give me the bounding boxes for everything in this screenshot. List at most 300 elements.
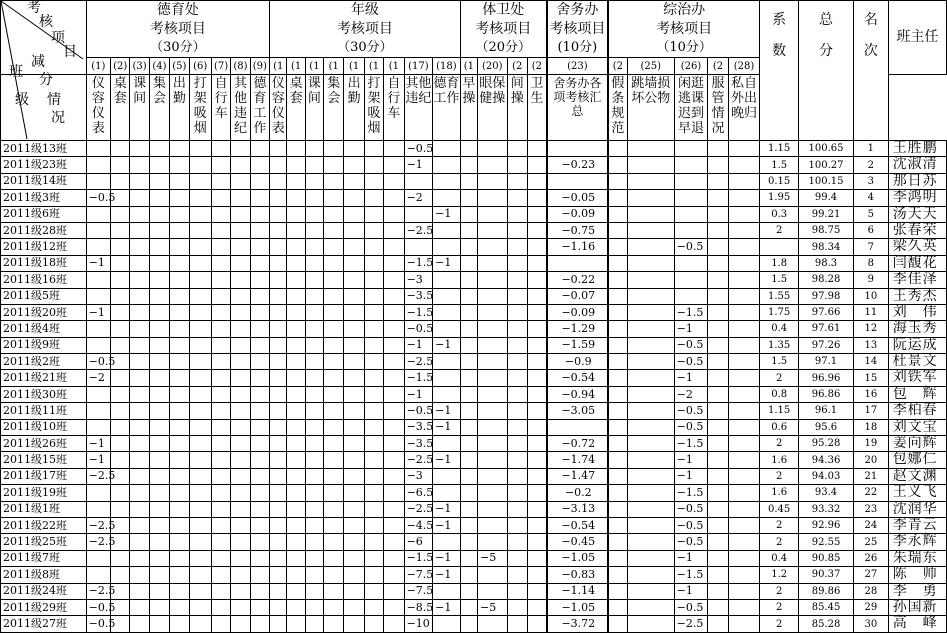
deduction-cell [477,255,507,271]
deduction-cell: −1 [674,550,708,566]
deduction-cell [170,567,189,583]
deduction-cell: −1.74 [547,452,608,468]
deduction-cell [231,288,250,304]
deduction-cell: −1.47 [547,468,608,484]
deduction-cell [130,550,149,566]
deduction-cell [460,206,477,222]
class-name-cell: 2011级4班 [1,321,87,337]
deduction-cell [460,419,477,435]
deduction-cell [211,190,230,206]
deduction-cell [728,321,760,337]
rank-cell: 26 [854,550,889,566]
deduction-cell: −0.94 [547,386,608,402]
deduction-cell [507,436,527,452]
deduction-cell [149,321,169,337]
deduction-cell [364,534,383,550]
deduction-cell [250,501,269,517]
deduction-cell [627,599,674,615]
deduction-cell [270,550,287,566]
corner-label: 分 [39,72,53,88]
deduction-cell [170,337,189,353]
deduction-cell [384,419,404,435]
total-cell: 93.32 [799,501,854,517]
deduction-cell [344,534,364,550]
deduction-cell [708,190,728,206]
deduction-cell [728,239,760,255]
group-dept: 体卫处 [460,1,547,21]
deduction-cell [728,419,760,435]
deduction-cell [507,403,527,419]
table-row [1,206,947,222]
table-row [1,141,947,157]
deduction-cell [384,272,404,288]
deduction-cell: −0.5 [674,337,708,353]
deduction-cell [130,370,149,386]
deduction-cell [287,583,305,599]
deduction-cell: −3.5 [404,436,433,452]
deduction-cell: −0.09 [547,304,608,320]
deduction-cell [149,501,169,517]
deduction-cell [231,141,250,157]
deduction-cell [270,419,287,435]
deduction-cell [231,419,250,435]
deduction-cell [305,534,323,550]
item-name: 打架吸烟 [189,75,211,141]
deduction-cell [627,550,674,566]
coef-cell: 0.8 [760,386,799,402]
item-name: 私自外出晚归 [728,75,760,141]
deduction-cell [527,419,546,435]
deduction-cell [250,386,269,402]
deduction-cell [130,321,149,337]
deduction-cell [527,583,546,599]
deduction-cell: −1.05 [547,550,608,566]
total-header: 总 [799,1,854,40]
deduction-cell [608,583,627,599]
deduction-cell [460,501,477,517]
deduction-cell [111,452,130,468]
deduction-cell [170,583,189,599]
deduction-cell [608,517,627,533]
deduction-cell: −2 [86,370,110,386]
corner-label: 级 [15,92,29,108]
deduction-cell: −1 [86,304,110,320]
deduction-cell [527,436,546,452]
deduction-cell [305,517,323,533]
deduction-cell [305,468,323,484]
deduction-cell [111,436,130,452]
deduction-cell [287,452,305,468]
total-cell: 97.1 [799,354,854,370]
deduction-cell [460,616,477,632]
deduction-cell [86,321,110,337]
item-number: (20) [477,58,507,75]
deduction-cell [86,239,110,255]
deduction-cell: −1 [433,517,461,533]
deduction-cell [460,468,477,484]
item-name: 课间 [305,75,323,141]
rank-cell: 7 [854,239,889,255]
deduction-cell [433,288,461,304]
deduction-cell: −1.14 [547,583,608,599]
teacher-cell: 李鸿明 [888,190,946,206]
class-name-cell: 2011级17班 [1,468,87,484]
deduction-cell: −1.5 [404,255,433,271]
deduction-cell [287,337,305,353]
deduction-cell [674,222,708,238]
deduction-cell: −0.5 [674,599,708,615]
deduction-cell [270,599,287,615]
deduction-cell [231,304,250,320]
deduction-cell [477,386,507,402]
deduction-cell: −1 [433,255,461,271]
deduction-cell [364,206,383,222]
deduction-cell [250,222,269,238]
deduction-cell [364,222,383,238]
deduction-cell [170,403,189,419]
deduction-cell [305,386,323,402]
deduction-cell [324,141,344,157]
deduction-cell: −1 [433,403,461,419]
item-number: (26) [674,58,708,75]
deduction-cell [149,452,169,468]
deduction-cell [270,386,287,402]
deduction-cell [364,403,383,419]
deduction-cell [111,304,130,320]
deduction-cell [627,567,674,583]
deduction-cell [674,141,708,157]
deduction-cell [477,468,507,484]
class-name-cell: 2011级2班 [1,354,87,370]
deduction-cell [250,272,269,288]
deduction-cell [189,468,211,484]
deduction-cell [608,501,627,517]
deduction-cell [305,370,323,386]
deduction-cell [608,157,627,173]
deduction-cell [149,468,169,484]
deduction-cell [728,517,760,533]
class-name-cell: 2011级24班 [1,583,87,599]
deduction-cell: −1 [674,370,708,386]
deduction-cell [627,386,674,402]
deduction-cell [149,599,169,615]
deduction-cell [111,337,130,353]
rank-header-2: 次 [854,40,889,141]
item-name: 德育工作 [250,75,269,141]
deduction-cell [477,567,507,583]
deduction-cell [507,485,527,501]
deduction-cell [384,436,404,452]
deduction-cell [627,485,674,501]
deduction-cell [211,599,230,615]
item-number: (6) [189,58,211,75]
rank-cell: 16 [854,386,889,402]
table-row [1,436,947,452]
deduction-cell [527,255,546,271]
deduction-cell [231,173,250,189]
deduction-cell: −3.5 [404,288,433,304]
deduction-cell [384,173,404,189]
item-number: (1 [460,58,477,75]
deduction-cell [728,206,760,222]
deduction-cell [608,239,627,255]
deduction-cell [231,354,250,370]
deduction-cell [211,304,230,320]
coef-cell: 1.5 [760,157,799,173]
rank-cell: 6 [854,222,889,238]
item-name: 舍务办各项考核汇总 [547,75,608,141]
deduction-cell [305,141,323,157]
deduction-cell [708,321,728,337]
deduction-cell [149,206,169,222]
deduction-cell [507,616,527,632]
deduction-cell [189,222,211,238]
deduction-cell [130,452,149,468]
deduction-cell [305,452,323,468]
deduction-cell [130,485,149,501]
deduction-cell: −1 [433,599,461,615]
deduction-cell [270,517,287,533]
deduction-cell [728,141,760,157]
deduction-cell [627,616,674,632]
deduction-cell [211,517,230,533]
deduction-cell [708,157,728,173]
table-row [1,222,947,238]
total-cell: 96.1 [799,403,854,419]
deduction-cell [287,599,305,615]
deduction-cell [728,567,760,583]
rank-cell: 5 [854,206,889,222]
deduction-cell [305,173,323,189]
deduction-cell [627,255,674,271]
deduction-cell: −1.5 [674,485,708,501]
deduction-cell: −5 [477,599,507,615]
coef-cell: 1.75 [760,304,799,320]
deduction-cell [477,485,507,501]
deduction-cell [189,272,211,288]
item-number: (7) [211,58,230,75]
deduction-cell [86,288,110,304]
deduction-cell [287,239,305,255]
deduction-cell: −0.5 [674,354,708,370]
deduction-cell [728,255,760,271]
deduction-cell [287,567,305,583]
deduction-cell [477,419,507,435]
deduction-cell [708,173,728,189]
deduction-cell: −1 [433,550,461,566]
deduction-cell [708,386,728,402]
deduction-cell [324,222,344,238]
class-name-cell: 2011级12班 [1,239,87,255]
deduction-cell [384,255,404,271]
deduction-cell [211,272,230,288]
deduction-cell [270,321,287,337]
deduction-cell: −3 [404,468,433,484]
deduction-cell [170,468,189,484]
deduction-cell [189,304,211,320]
rank-cell: 28 [854,583,889,599]
coef-cell: 1.5 [760,272,799,288]
deduction-cell [324,468,344,484]
deduction-cell [674,288,708,304]
deduction-cell [270,616,287,632]
deduction-cell [130,288,149,304]
deduction-cell [728,452,760,468]
deduction-cell [507,272,527,288]
deduction-cell [111,239,130,255]
deduction-cell [344,173,364,189]
deduction-cell: −0.5 [674,239,708,255]
deduction-cell [364,436,383,452]
corner-label: 核 [39,14,53,30]
corner-label: 减 [31,54,45,70]
deduction-cell [507,550,527,566]
deduction-cell [324,206,344,222]
deduction-cell [305,304,323,320]
deduction-cell [324,403,344,419]
deduction-cell [708,485,728,501]
deduction-cell [460,157,477,173]
table-row [1,616,947,632]
deduction-cell [460,436,477,452]
deduction-cell [270,190,287,206]
deduction-cell [86,206,110,222]
coef-cell [760,239,799,255]
deduction-cell [305,403,323,419]
deduction-cell [324,534,344,550]
deduction-cell [305,239,323,255]
deduction-cell [86,403,110,419]
deduction-cell [270,288,287,304]
deduction-cell [708,354,728,370]
table-row [1,190,947,206]
deduction-cell [384,206,404,222]
deduction-cell [477,157,507,173]
deduction-cell [111,485,130,501]
table-row [1,173,947,189]
deduction-cell [728,436,760,452]
deduction-cell [364,337,383,353]
deduction-cell [364,550,383,566]
deduction-cell [211,583,230,599]
deduction-cell [527,190,546,206]
deduction-cell [728,337,760,353]
deduction-cell [287,370,305,386]
deduction-cell [250,288,269,304]
teacher-cell: 李柏春 [888,403,946,419]
deduction-cell [211,173,230,189]
table-row [1,534,947,550]
deduction-cell [364,157,383,173]
deduction-cell [86,485,110,501]
deduction-cell [344,485,364,501]
deduction-cell [189,321,211,337]
deduction-cell [708,468,728,484]
deduction-cell [149,239,169,255]
deduction-cell [708,436,728,452]
deduction-cell [287,468,305,484]
deduction-cell [708,419,728,435]
deduction-cell [211,567,230,583]
deduction-cell [384,583,404,599]
deduction-cell [527,599,546,615]
deduction-cell [170,354,189,370]
item-name: 其他违纪 [231,75,250,141]
table-row [1,501,947,517]
rank-cell: 13 [854,337,889,353]
deduction-cell [270,485,287,501]
deduction-cell [305,550,323,566]
deduction-cell [111,403,130,419]
deduction-cell [384,190,404,206]
class-name-cell: 2011级8班 [1,567,87,583]
deduction-cell [627,583,674,599]
deduction-cell [527,354,546,370]
deduction-cell [111,419,130,435]
deduction-cell [149,157,169,173]
deduction-cell [433,304,461,320]
deduction-cell [189,370,211,386]
deduction-cell [460,239,477,255]
deduction-cell [364,173,383,189]
deduction-cell [130,304,149,320]
deduction-cell [460,517,477,533]
deduction-cell: −0.54 [547,517,608,533]
deduction-cell [130,141,149,157]
deduction-cell [324,239,344,255]
deduction-cell [527,288,546,304]
group-points: （10分） [608,40,760,58]
deduction-cell: −1 [433,206,461,222]
deduction-cell [627,304,674,320]
coef-cell: 1.8 [760,255,799,271]
deduction-cell [477,304,507,320]
deduction-cell [211,616,230,632]
total-cell: 99.4 [799,190,854,206]
corner-label: 况 [51,110,65,126]
deduction-cell [527,517,546,533]
deduction-cell [708,337,728,353]
deduction-cell [231,337,250,353]
deduction-cell: −0.83 [547,567,608,583]
total-cell: 93.4 [799,485,854,501]
class-name-cell: 2011级23班 [1,157,87,173]
deduction-cell [231,370,250,386]
table-row [1,354,947,370]
deduction-cell [433,141,461,157]
deduction-cell [170,157,189,173]
item-name: 自行车 [211,75,230,141]
table-row [1,517,947,533]
group-sub: 考核项目 [460,21,547,40]
deduction-cell [324,436,344,452]
teacher-cell: 李永辉 [888,534,946,550]
deduction-cell: −6.5 [404,485,433,501]
deduction-cell [189,616,211,632]
deduction-cell [507,173,527,189]
deduction-cell [384,616,404,632]
table-row [1,272,947,288]
deduction-cell [86,157,110,173]
coef-cell: 0.3 [760,206,799,222]
deduction-cell [287,288,305,304]
deduction-cell [674,157,708,173]
deduction-cell [708,599,728,615]
teacher-cell: 包娜仁 [888,452,946,468]
deduction-cell [608,616,627,632]
class-name-cell: 2011级10班 [1,419,87,435]
deduction-cell [250,354,269,370]
